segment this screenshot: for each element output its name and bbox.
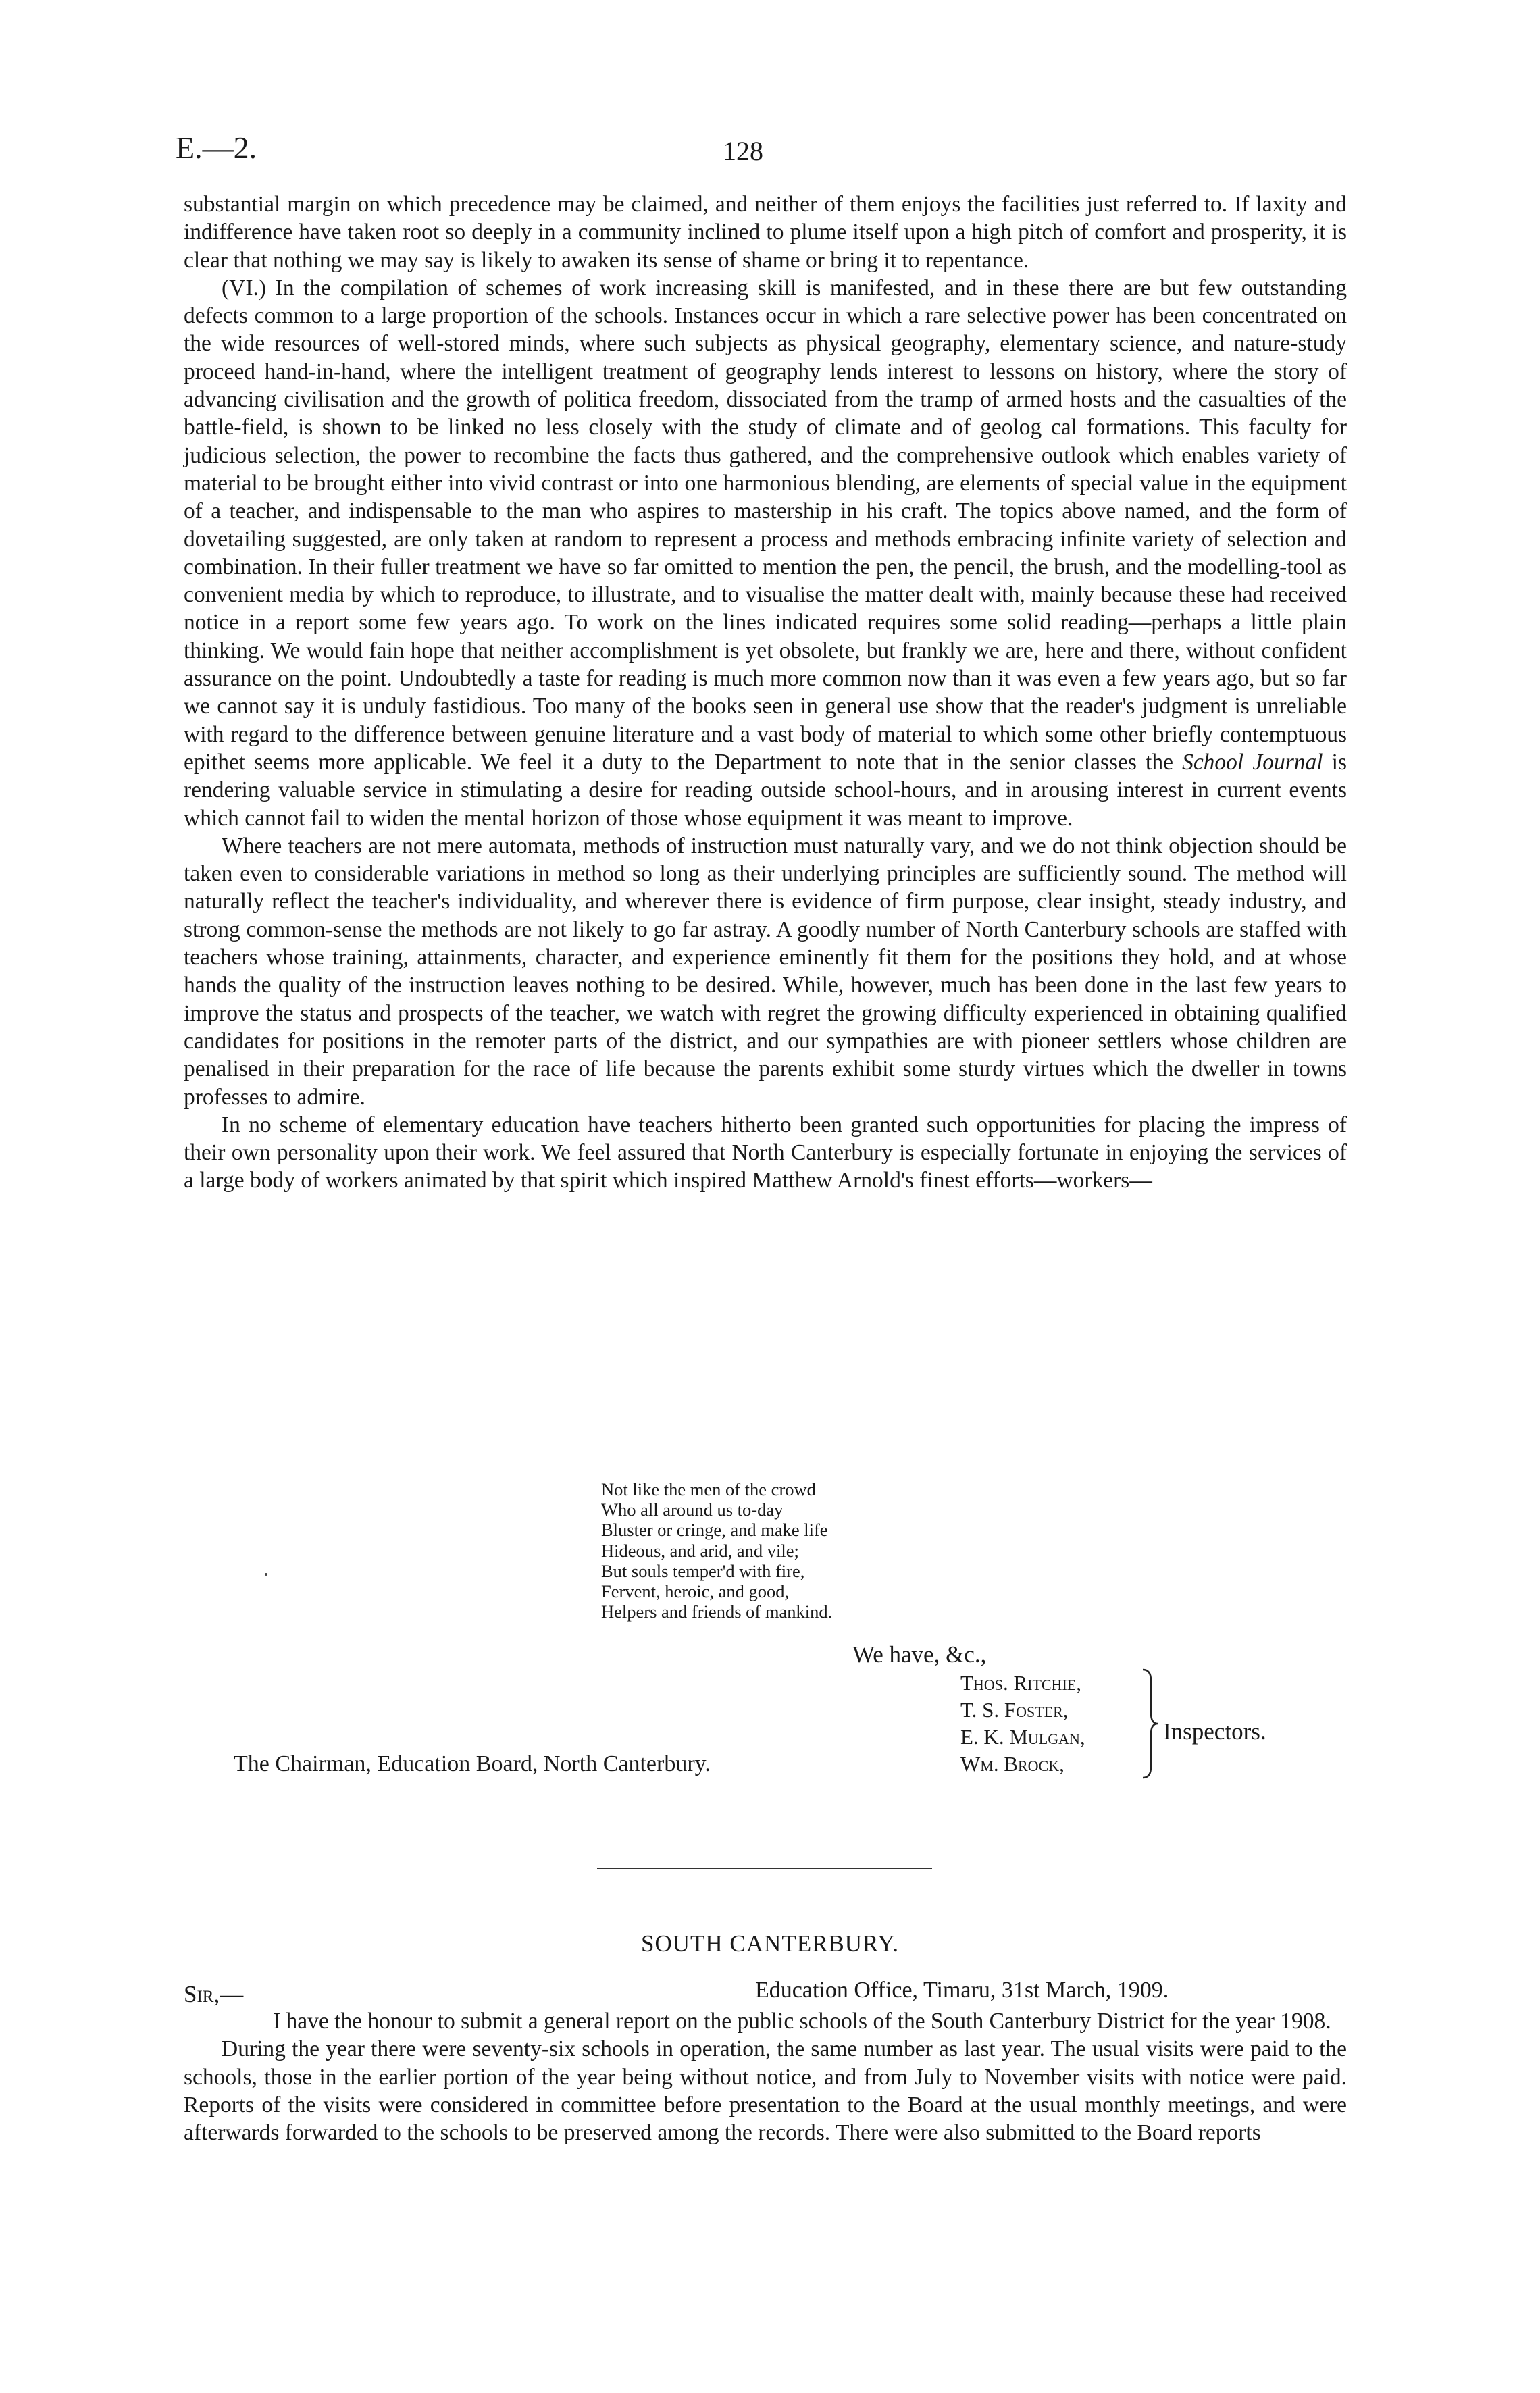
office-date-line: Education Office, Timaru, 31st March, 1909. — [755, 1978, 1169, 2003]
poem-line: Hideous, and arid, and vile; — [601, 1540, 799, 1561]
signatory: T. S. Foster, — [960, 1698, 1069, 1722]
signatory: Thos. Ritchie, — [960, 1671, 1081, 1695]
poem-line: Bluster or cringe, and make life — [601, 1520, 828, 1541]
paragraph: In no scheme of elementary education have teachers hitherto been granted such opportunities for placing the impress of their own personality upon their work. We feel assured that North Canterbury is especially fortunate in enjoying the services of a large body of workers animated by that spirit which inspired Matthew Arnold's finest efforts—workers— — [184, 1112, 1347, 1193]
poem-quotation — [601, 1479, 832, 1622]
addressee: The Chairman, Education Board, North Canterbury. — [234, 1751, 711, 1776]
signatory: E. K. Mulgan, — [960, 1725, 1085, 1749]
section-title: SOUTH CANTERBURY. — [641, 1930, 899, 1957]
document-code: E.—2. — [176, 130, 257, 165]
paragraph — [184, 274, 1347, 832]
poem-line: Helpers and friends of mankind. — [601, 1601, 833, 1622]
report-body — [184, 190, 1347, 1195]
poem-line: But souls temper'd with fire, — [601, 1560, 805, 1581]
letter-salutation: Sir,— — [184, 1981, 244, 2007]
print-speck — [265, 1573, 267, 1576]
poem-line: Not like the men of the crowd — [601, 1479, 816, 1499]
closing-salutation: We have, &c., — [852, 1641, 987, 1668]
page-number: 128 — [723, 136, 763, 166]
south-canterbury-body — [184, 2007, 1347, 2146]
paragraph: substantial margin on which precedence may be claimed, and neither of them enjoys the facilities just referred to. If laxity and indifference have taken root so deeply in a community inclined to plume itself upon a high pitch of comfort and prosperity, it is clear that nothing we may say is likely to awaken its sense of shame or bring it to repentance. — [184, 192, 1347, 273]
signatory: Wm. Brock, — [960, 1752, 1064, 1776]
paragraph: During the year there were seventy-six schools in operation, the same number as last year. The usual visits were paid to the schools, those in the earlier portion of the year being without notice, and from July to November visits with notice were paid. Reports of the visits were considered in committee before presentation to the Board at the usual monthly meetings, and were afterwards forwarded to the schools to be preserved among the records. There were also submitted to the Board reports — [184, 2036, 1347, 2146]
paragraph: Where teachers are not mere automata, methods of instruction must naturally vary, and we do not think objection should be taken even to considerable variations in method so long as their underlying principles are sufficiently sound. The method will naturally reflect the teacher's individuality, and wherever there is evidence of firm purpose, clear insight, steady industry, and strong common-sense the methods are not likely to go far astray. A goodly number of North Canterbury schools are staffed with teachers whose training, attainments, character, and experience eminently fit them for the positions they hold, and at whose hands the quality of the instruction leaves nothing to be desired. While, however, much has been done in the last few years to improve the status and prospects of the teacher, we watch with regret the growing difficulty experienced in obtaining qualified candidates for positions in the remoter parts of the district, and our sympathies are with pioneer settlers whose children are penalised in their preparation for the race of life because the parents exhibit some sturdy virtues which the dweller in towns professes to admire. — [184, 833, 1347, 1110]
journal-title: School Journal — [1182, 749, 1323, 775]
section-divider — [597, 1868, 932, 1869]
paragraph-text: is rendering valuable service in stimulating a desire for reading outside school-hours, and in arousing interest in current events which cannot fail to widen the mental horizon of those whose equipment it was meant to improve. — [184, 749, 1347, 831]
paragraph-text: (VI.) In the compilation of schemes of work increasing skill is manifested, and in these there are but few outstanding defects common to a large proportion of the schools. Instances occur in which a rare selective power has been concentrated on the wide resources of well-stored minds, where such subjects as physical geography, elementary science, and nature-study proceed hand-in-hand, where the intelligent treatment of geography lends interest to lessons on history, where the story of advancing civilisation and the growth of politica freedom, dissociated from the tramp of armed hosts and the casualties of the battle-field, is shown to be linked no less closely with the study of climate and of geolog cal formations. This faculty for judicious selection, the power to recombine the facts thus gathered, and the comprehensive outlook which enables variety of material to be brought either into vivid contrast or into one harmonious blending, are elements of special value in the equipment of a teacher, and indispensable to the man who aspires to mastership in his craft. The topics above named, and the form of dovetailing suggested, are only taken at random to represent a process and methods embracing infinite variety of selection and combination. In their fuller treatment we have so far omitted to mention the pen, the pencil, the brush, and the modelling-tool as convenient media by which to reproduce, to illustrate, and to visualise the matter dealt with, mainly because these had received notice in a report some few years ago. To work on the lines indicated requires some solid reading—perhaps a little plain thinking. We would fain hope that neither accomplishment is yet obsolete, but frankly we are, here and there, without confident assurance on the point. Undoubtedly a taste for reading is much more common now than it was even a few years ago, but so far we cannot say it is unduly fastidious. Too many of the books seen in general use show that the reader's judgment is unreliable with regard to the difference between genuine literature and a vast body of material to which some other briefly contemptuous epithet seems more applicable. We feel it a duty to the Department to note that in the senior classes the — [184, 275, 1347, 775]
poem-line: Fervent, heroic, and good, — [601, 1581, 790, 1602]
poem-line: Who all around us to-day — [601, 1499, 784, 1520]
signatory-list — [960, 1670, 1085, 1778]
signatory-role: Inspectors. — [1163, 1718, 1266, 1745]
paragraph: I have the honour to submit a general report on the public schools of the South Canterbury District for the year 1908. — [273, 2009, 1331, 2034]
right-brace-icon — [1140, 1667, 1160, 1780]
